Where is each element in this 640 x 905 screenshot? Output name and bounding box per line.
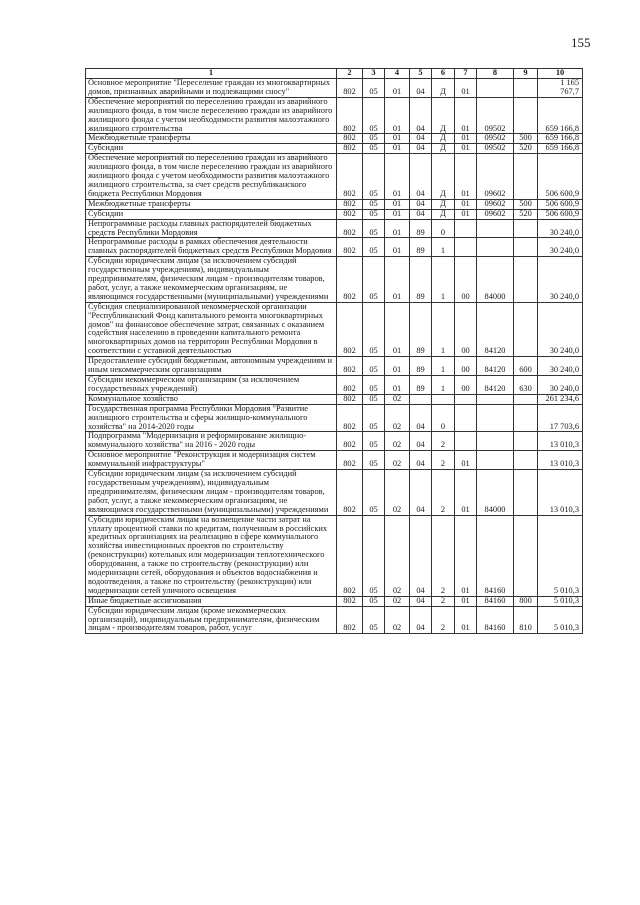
expense-direction-code: 09502 [477,134,514,144]
expense-type-code [514,470,538,516]
section-code: 05 [363,376,385,395]
row-amount: 5 010,3 [538,515,583,596]
row-description: Иные бюджетные ассигнования [86,596,337,606]
admin-code: 802 [337,404,363,432]
subprogram-code: Д [432,209,455,219]
expense-type-code [514,515,538,596]
event-code: 01 [455,470,477,516]
event-code: 01 [455,154,477,200]
header-cell: 4 [385,69,410,79]
subsection-code: 02 [385,470,410,516]
program-code: 04 [410,79,432,98]
subsection-code: 01 [385,376,410,395]
admin-code: 802 [337,432,363,451]
subsection-code: 02 [385,515,410,596]
event-code [455,432,477,451]
section-code: 05 [363,257,385,303]
subsection-code: 01 [385,144,410,154]
program-code: 04 [410,134,432,144]
table-row [86,199,583,209]
admin-code: 802 [337,257,363,303]
expense-type-code [514,394,538,404]
row-amount: 30 240,0 [538,257,583,303]
table-row [86,144,583,154]
table-row [86,596,583,606]
header-cell: 2 [337,69,363,79]
admin-code: 802 [337,394,363,404]
row-description: Субсидии юридическим лицам на возмещение части затрат на уплату процентной ставки по кредитам, полученным в российских кредитных организациях на реализацию в сфере коммунального хозяйства инвестиционных проектов по строительству (реконструкции) котельных или модернизации теплотехнического оборудования, а также по строительству (реконструкции) или модернизации сетей, оборудования и объектов водоснабжения и водоотведения, а также по строительству (реконструкции) или модернизации сетей уличного освещения [86,515,337,596]
expense-type-code: 810 [514,606,538,634]
section-code: 05 [363,97,385,134]
expense-direction-code [477,79,514,98]
row-amount: 5 010,3 [538,606,583,634]
row-amount: 659 166,8 [538,144,583,154]
row-description: Предоставление субсидий бюджетным, автономным учреждениям и иным некоммерческим организациям [86,357,337,376]
table-row [86,515,583,596]
event-code: 00 [455,357,477,376]
table-row [86,97,583,134]
expense-type-code: 520 [514,209,538,219]
table-row [86,302,583,356]
expense-type-code [514,404,538,432]
row-description: Коммунальное хозяйство [86,394,337,404]
table-row [86,394,583,404]
row-amount: 506 600,9 [538,199,583,209]
expense-type-code: 800 [514,596,538,606]
subprogram-code: Д [432,134,455,144]
section-code: 05 [363,154,385,200]
expense-direction-code: 84160 [477,596,514,606]
section-code: 05 [363,144,385,154]
section-code: 05 [363,606,385,634]
admin-code: 802 [337,376,363,395]
subprogram-code: 0 [432,404,455,432]
header-cell: 9 [514,69,538,79]
section-code: 05 [363,134,385,144]
expense-type-code [514,451,538,470]
table-row [86,219,583,238]
header-cell: 7 [455,69,477,79]
subprogram-code: 1 [432,357,455,376]
event-code: 01 [455,144,477,154]
table-row [86,404,583,432]
row-description: Основное мероприятие "Реконструкция и модернизация систем коммунальной инфраструктуры" [86,451,337,470]
subsection-code: 02 [385,606,410,634]
subsection-code: 01 [385,238,410,257]
expense-direction-code [477,219,514,238]
row-amount: 17 703,6 [538,404,583,432]
table-row [86,376,583,395]
subprogram-code: Д [432,144,455,154]
expense-type-code: 630 [514,376,538,395]
section-code: 05 [363,357,385,376]
subsection-code: 01 [385,134,410,144]
expense-type-code: 500 [514,199,538,209]
admin-code: 802 [337,302,363,356]
expense-direction-code: 09602 [477,154,514,200]
header-row [86,69,583,79]
row-amount: 659 166,8 [538,134,583,144]
admin-code: 802 [337,144,363,154]
row-description: Субсидии некоммерческим организациям (за исключением государственных учреждений) [86,376,337,395]
expense-direction-code: 09602 [477,199,514,209]
expense-type-code [514,219,538,238]
header-cell: 3 [363,69,385,79]
subsection-code: 02 [385,451,410,470]
subsection-code: 01 [385,199,410,209]
row-amount: 30 240,0 [538,357,583,376]
row-description: Межбюджетные трансферты [86,134,337,144]
admin-code: 802 [337,238,363,257]
subprogram-code: 2 [432,596,455,606]
subprogram-code: 1 [432,376,455,395]
section-code: 05 [363,451,385,470]
expense-direction-code: 09502 [477,97,514,134]
header-cell: 5 [410,69,432,79]
section-code: 05 [363,515,385,596]
subprogram-code: 2 [432,451,455,470]
header-cell: 8 [477,69,514,79]
program-code: 04 [410,404,432,432]
row-description: Обеспечение мероприятий по переселению граждан из аварийного жилищного фонда, в том числе переселению граждан из аварийного жилищного фонда с учетом необходимости развития малоэтажного жилищного строительства, за счет средств республиканского бюджета Республики Мордовия [86,154,337,200]
program-code: 04 [410,451,432,470]
budget-table [85,68,583,634]
section-code: 05 [363,470,385,516]
subprogram-code: 2 [432,515,455,596]
subsection-code: 02 [385,404,410,432]
event-code: 01 [455,209,477,219]
event-code [455,238,477,257]
subprogram-code: 2 [432,470,455,516]
row-description: Обеспечение мероприятий по переселению граждан из аварийного жилищного фонда, в том числе переселению граждан из аварийного жилищного фонда с учетом необходимости развития малоэтажного жилищного строительства [86,97,337,134]
subprogram-code: 0 [432,219,455,238]
expense-direction-code [477,238,514,257]
row-amount: 506 600,9 [538,154,583,200]
row-description: Межбюджетные трансферты [86,199,337,209]
expense-type-code: 520 [514,144,538,154]
subsection-code: 02 [385,432,410,451]
table-row [86,154,583,200]
row-amount: 261 234,6 [538,394,583,404]
row-amount: 30 240,0 [538,376,583,395]
admin-code: 802 [337,451,363,470]
page-number: 155 [571,35,591,50]
admin-code: 802 [337,134,363,144]
expense-type-code [514,257,538,303]
event-code: 01 [455,451,477,470]
program-code: 89 [410,376,432,395]
expense-direction-code: 84120 [477,357,514,376]
admin-code: 802 [337,596,363,606]
row-description: Субсидии юридическим лицам (за исключением субсидий государственным учреждениям), индивидуальным предпринимателям, физическим лицам - производителям товаров, работ, услуг, а также некоммерческим организациям, не являющимся государственными (муниципальными) учреждениями [86,470,337,516]
program-code: 04 [410,97,432,134]
section-code: 05 [363,596,385,606]
event-code: 01 [455,79,477,98]
row-amount: 13 010,3 [538,432,583,451]
section-code: 05 [363,302,385,356]
event-code: 01 [455,596,477,606]
row-description: Государственная программа Республики Мордовия "Развитие жилищного строительства и сферы жилищно-коммунального хозяйства" на 2014-2020 годы [86,404,337,432]
row-amount: 13 010,3 [538,470,583,516]
section-code: 05 [363,238,385,257]
subsection-code: 02 [385,596,410,606]
table-header [86,69,583,79]
header-cell: 10 [538,69,583,79]
admin-code: 802 [337,606,363,634]
row-description: Субсидии [86,144,337,154]
expense-direction-code [477,394,514,404]
program-code: 04 [410,209,432,219]
program-code: 89 [410,219,432,238]
event-code: 01 [455,134,477,144]
expense-direction-code: 09602 [477,209,514,219]
subprogram-code: 2 [432,432,455,451]
expense-type-code [514,97,538,134]
program-code: 89 [410,357,432,376]
subprogram-code [432,394,455,404]
program-code [410,394,432,404]
expense-direction-code: 84000 [477,470,514,516]
subsection-code: 02 [385,394,410,404]
program-code: 04 [410,470,432,516]
table-row [86,606,583,634]
table-body [86,79,583,634]
subprogram-code: Д [432,97,455,134]
expense-direction-code: 84160 [477,515,514,596]
admin-code: 802 [337,97,363,134]
row-amount: 1 165 767,7 [538,79,583,98]
section-code: 05 [363,79,385,98]
table-row [86,432,583,451]
subsection-code: 01 [385,154,410,200]
subprogram-code: 1 [432,238,455,257]
event-code [455,394,477,404]
expense-type-code: 600 [514,357,538,376]
table-row [86,209,583,219]
table-row [86,134,583,144]
subprogram-code: Д [432,79,455,98]
table-row [86,257,583,303]
admin-code: 802 [337,79,363,98]
row-amount: 13 010,3 [538,451,583,470]
event-code: 00 [455,257,477,303]
subsection-code: 01 [385,79,410,98]
expense-direction-code: 84120 [477,376,514,395]
subsection-code: 01 [385,357,410,376]
section-code: 05 [363,209,385,219]
section-code: 05 [363,432,385,451]
row-description: Субсидии [86,209,337,219]
program-code: 04 [410,432,432,451]
admin-code: 802 [337,357,363,376]
expense-type-code [514,238,538,257]
section-code: 05 [363,404,385,432]
expense-type-code [514,154,538,200]
subsection-code: 01 [385,257,410,303]
table-row [86,238,583,257]
row-amount: 30 240,0 [538,238,583,257]
event-code: 01 [455,199,477,209]
header-cell: 6 [432,69,455,79]
program-code: 89 [410,257,432,303]
section-code: 05 [363,199,385,209]
expense-direction-code: 84000 [477,257,514,303]
program-code: 89 [410,302,432,356]
row-description: Непрограммные расходы главных распорядителей бюджетных средств Республики Мордовия [86,219,337,238]
program-code: 04 [410,515,432,596]
program-code: 04 [410,199,432,209]
row-amount: 30 240,0 [538,219,583,238]
section-code: 05 [363,219,385,238]
subsection-code: 01 [385,219,410,238]
event-code: 01 [455,606,477,634]
subsection-code: 01 [385,97,410,134]
table-row [86,451,583,470]
event-code [455,404,477,432]
subprogram-code: 2 [432,606,455,634]
admin-code: 802 [337,470,363,516]
header-cell: 1 [86,69,337,79]
table-row [86,357,583,376]
expense-type-code: 500 [514,134,538,144]
admin-code: 802 [337,515,363,596]
event-code [455,219,477,238]
row-amount: 506 600,9 [538,209,583,219]
program-code: 04 [410,596,432,606]
program-code: 04 [410,606,432,634]
expense-direction-code [477,404,514,432]
row-amount: 5 010,3 [538,596,583,606]
event-code: 00 [455,302,477,356]
event-code: 00 [455,376,477,395]
subprogram-code: 1 [432,257,455,303]
row-description: Субсидии юридическим лицам (за исключением субсидий государственным учреждениям), индивидуальным предпринимателям, физическим лицам - производителям товаров, работ, услуг, а также некоммерческим организациям, не являющимся государственными (муниципальными) учреждениями [86,257,337,303]
row-amount: 659 166,8 [538,97,583,134]
admin-code: 802 [337,199,363,209]
expense-direction-code: 09502 [477,144,514,154]
subprogram-code: Д [432,154,455,200]
table-row [86,79,583,98]
program-code: 04 [410,154,432,200]
event-code: 01 [455,515,477,596]
expense-direction-code: 84160 [477,606,514,634]
row-description: Субсидия специализированной некоммерческой организации "Республиканский Фонд капитального ремонта многоквартирных домов" на финансовое обеспечение затрат, связанных с оказанием содействия населению в проведении капитального ремонта многоквартирных домов на территории Республики Мордовия в соответствии с уставной деятельностью [86,302,337,356]
expense-direction-code [477,451,514,470]
expense-direction-code: 84120 [477,302,514,356]
section-code: 05 [363,394,385,404]
table-row [86,470,583,516]
program-code: 04 [410,144,432,154]
expense-type-code [514,432,538,451]
expense-direction-code [477,432,514,451]
row-description: Субсидии юридическим лицам (кроме некоммерческих организаций), индивидуальным предпринимателям, физическим лицам - производителям товаров, работ, услуг [86,606,337,634]
expense-type-code [514,79,538,98]
subprogram-code: 1 [432,302,455,356]
subsection-code: 01 [385,302,410,356]
row-description: Подпрограмма "Модернизация и реформирование жилищно-коммунального хозяйства" на 2016 - 2020 годы [86,432,337,451]
subsection-code: 01 [385,209,410,219]
program-code: 89 [410,238,432,257]
row-description: Непрограммные расходы в рамках обеспечения деятельности главных распорядителей бюджетных средств Республики Мордовия [86,238,337,257]
admin-code: 802 [337,209,363,219]
subprogram-code: Д [432,199,455,209]
row-amount: 30 240,0 [538,302,583,356]
admin-code: 802 [337,219,363,238]
admin-code: 802 [337,154,363,200]
row-description: Основное мероприятие "Переселение граждан из многоквартирных домов, признанных аварийными и подлежащими сносу" [86,79,337,98]
expense-type-code [514,302,538,356]
event-code: 01 [455,97,477,134]
